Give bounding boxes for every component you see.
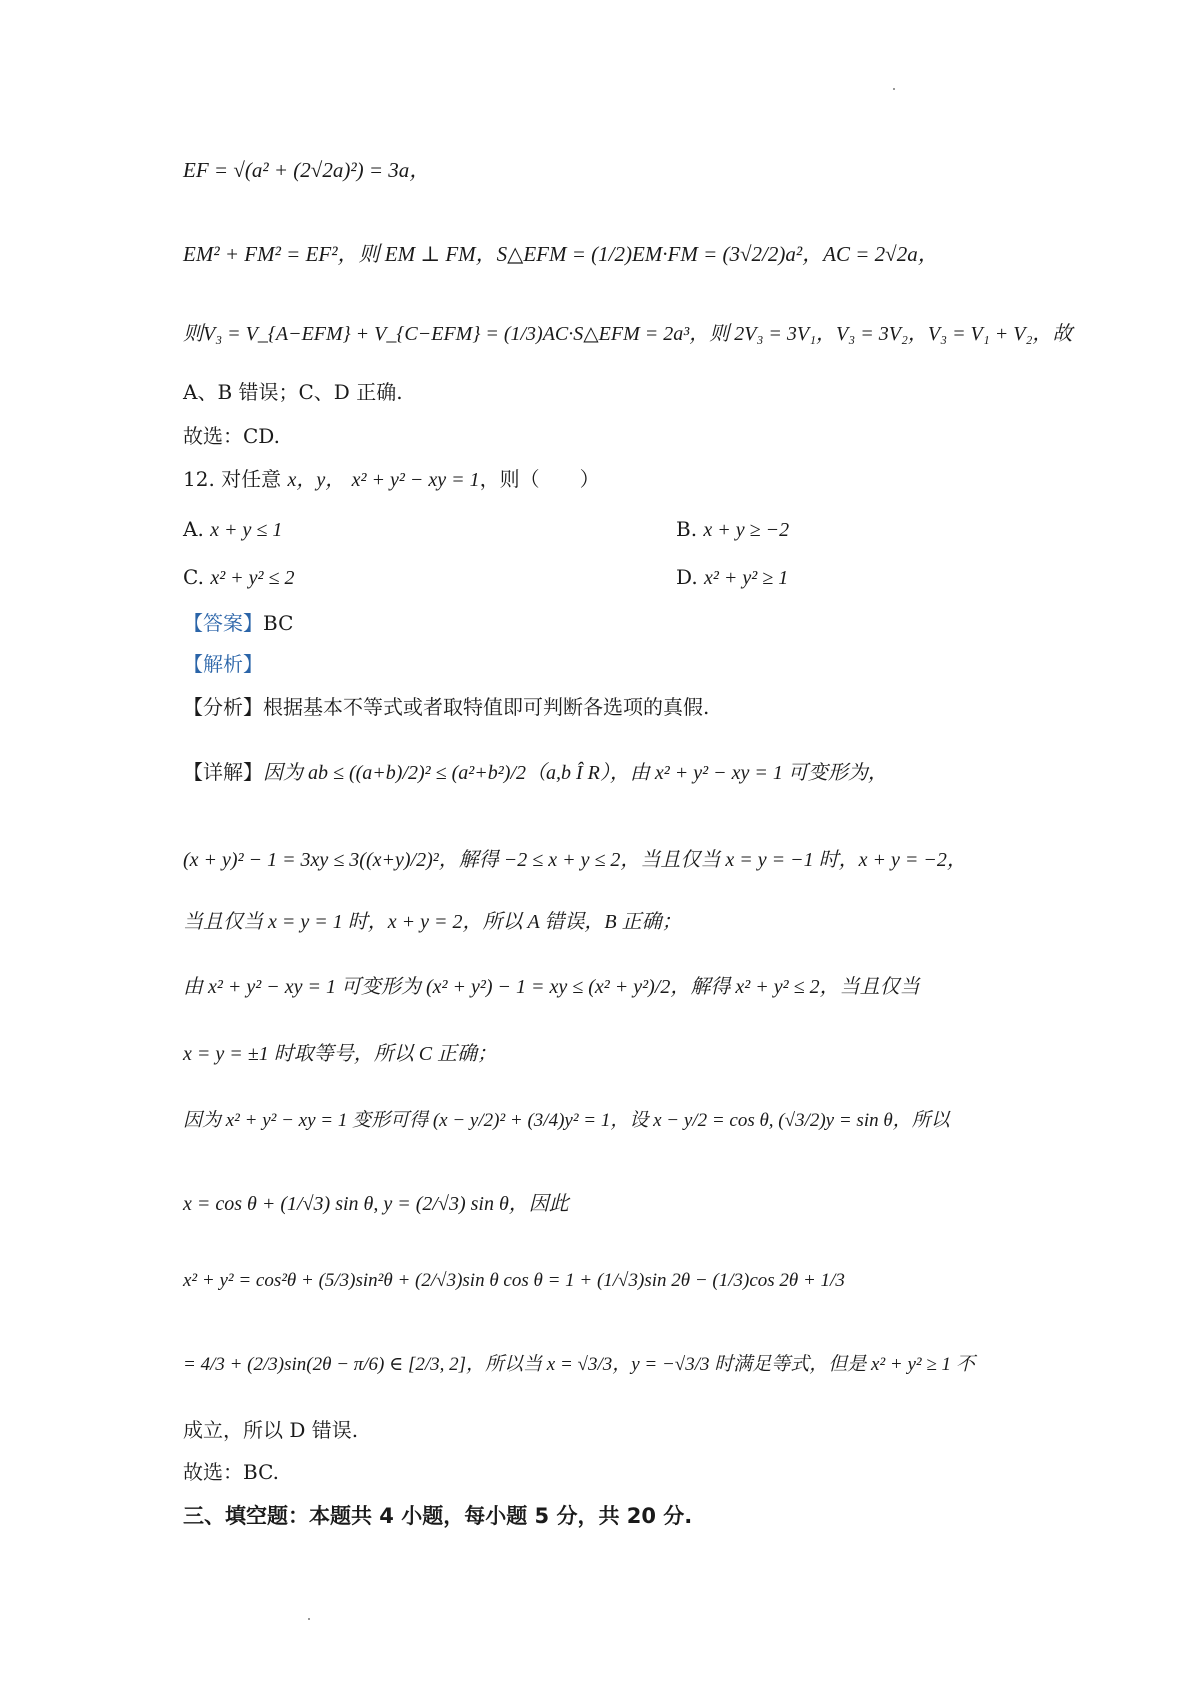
- option-c-label: C.: [183, 565, 204, 589]
- choice-cd: 故选：CD.: [183, 424, 280, 448]
- conclusion-ab-cd: A、B 错误；C、D 正确.: [183, 380, 403, 404]
- answer-tag: 【答案】: [183, 611, 263, 635]
- question-12: [183, 467, 600, 492]
- answer-value: BC: [263, 611, 294, 635]
- xiangjie-line-8: x² + y² = cos²θ + (5/3)sin²θ + (2/√3)sin θ cos θ = 1 + (1/√3)sin 2θ − (1/3)cos 2θ + 1/3: [183, 1270, 845, 1291]
- option-c-text: x² + y² ≤ 2: [210, 567, 295, 589]
- xiangjie-line-10: 成立，所以 D 错误.: [183, 1418, 359, 1442]
- option-b-label: B.: [676, 517, 698, 541]
- xiangjie-line-7: x = cos θ + (1/√3) sin θ, y = (2/√3) sin θ，因此: [183, 1193, 569, 1215]
- xiangjie-line-4: 由 x² + y² − xy = 1 可变形为 (x² + y²) − 1 = xy ≤ (x² + y²)/2，解得 x² + y² ≤ 2，当且仅当: [183, 976, 920, 998]
- option-b-text: x + y ≥ −2: [703, 519, 790, 541]
- formula-ef: EF = √(a² + (2√2a)²) = 3a，: [183, 158, 431, 182]
- option-a: [183, 517, 282, 542]
- scan-speck-top: [893, 88, 895, 90]
- option-d-label: D.: [676, 565, 698, 589]
- xiangjie-line-11: 故选：BC.: [183, 1460, 280, 1484]
- scan-speck-bottom: [308, 1618, 310, 1620]
- analysis-line: [183, 652, 263, 676]
- formula-em-fm: EM² + FM² = EF²，则 EM ⊥ FM，S△EFM = (1/2)EM·FM = (3√2/2)a²，AC = 2√2a，: [183, 242, 939, 266]
- xiangjie-line-2: (x + y)² − 1 = 3xy ≤ 3((x+y)/2)²，解得 −2 ≤ x + y ≤ 2，当且仅当 x = y = −1 时，x + y = −2，: [183, 849, 967, 871]
- xiangjie-text-1: 因为 ab ≤ ((a+b)/2)² ≤ (a²+b²)/2（a,b Î R），由 x² + y² − xy = 1 可变形为，: [263, 762, 888, 784]
- fenxi-text: 根据基本不等式或者取特值即可判断各选项的真假.: [263, 695, 710, 719]
- fenxi-tag: 【分析】: [183, 695, 263, 719]
- xiangjie-line-3: 当且仅当 x = y = 1 时，x + y = 2，所以 A 错误，B 正确；: [183, 911, 682, 933]
- option-c: [183, 565, 295, 590]
- q12-suffix: ，则（ ）: [479, 467, 600, 491]
- q12-vars: x，y，: [287, 469, 346, 491]
- formula-v3: 则V₃ = V_{A−EFM} + V_{C−EFM} = (1/3)AC·S△EFM = 2a³，则 2V₃ = 3V₁，V₃ = 3V₂，V₃ = V₁ + V₂，故: [183, 323, 1073, 345]
- xiangjie-line-9: = 4/3 + (2/3)sin(2θ − π/6) ∈ [2/3, 2]，所以当 x = √3/3，y = −√3/3 时满足等式，但是 x² + y² ≥ 1 不: [183, 1354, 975, 1375]
- option-d: [676, 565, 788, 590]
- xiangjie-line-5: x = y = ±1 时取等号，所以 C 正确；: [183, 1043, 498, 1065]
- option-b: [676, 517, 789, 542]
- option-a-label: A.: [183, 517, 204, 541]
- xiangjie-tag: 【详解】: [183, 760, 263, 784]
- xiangjie-line-1: [183, 760, 888, 785]
- analysis-tag: 【解析】: [183, 652, 263, 676]
- section-heading-fill-blank: 三、填空题：本题共 4 小题，每小题 5 分，共 20 分.: [183, 1504, 693, 1528]
- answer-line: [183, 611, 293, 635]
- q12-condition: x² + y² − xy = 1: [351, 469, 480, 491]
- fenxi-line: [183, 695, 709, 719]
- q12-prefix: 12. 对任意: [183, 467, 282, 491]
- option-a-text: x + y ≤ 1: [210, 519, 283, 541]
- option-d-text: x² + y² ≥ 1: [704, 567, 789, 589]
- xiangjie-line-6: 因为 x² + y² − xy = 1 变形可得 (x − y/2)² + (3/4)y² = 1，设 x − y/2 = cos θ, (√3/2)y = sin θ，所以: [183, 1110, 950, 1131]
